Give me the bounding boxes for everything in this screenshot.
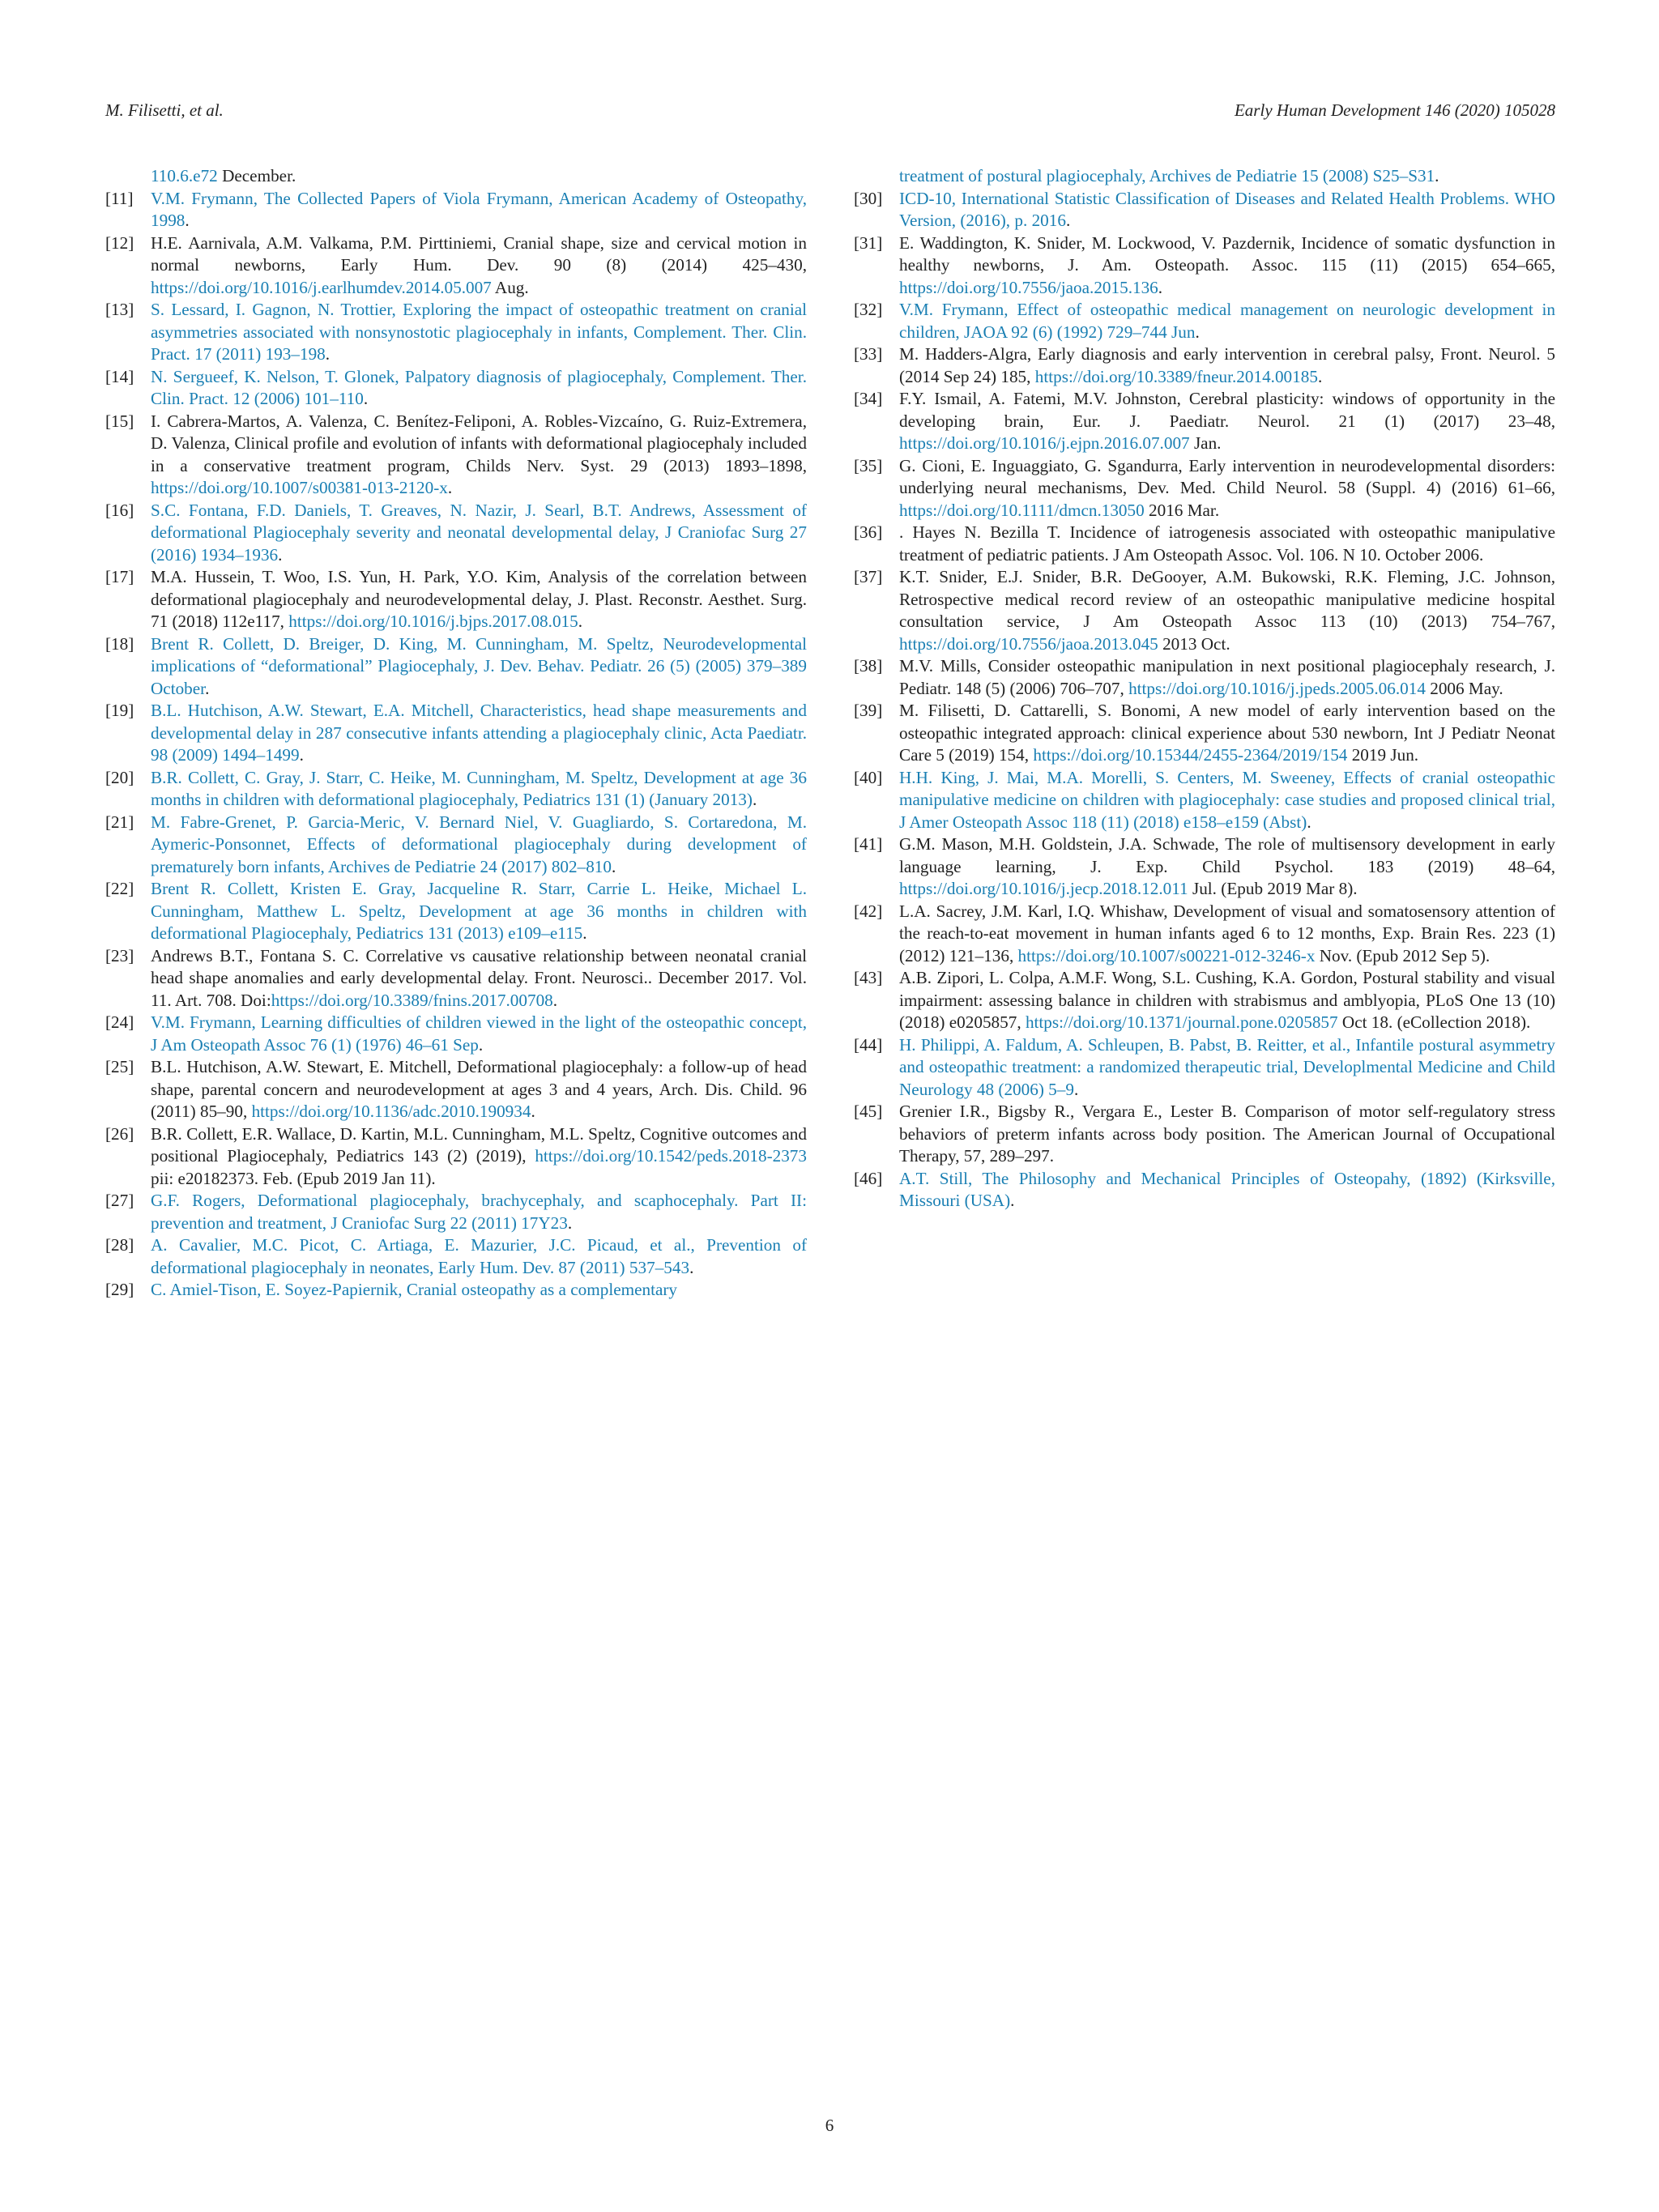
- reference-link[interactable]: https://doi.org/10.15344/2455-2364/2019/154: [1033, 745, 1348, 765]
- reference-link[interactable]: V.M. Frymann, Learning difficulties of children viewed in the light of the osteopathic concept, J Am Osteopath Assoc 76 (1) (1976) 46–61 Sep: [151, 1012, 807, 1055]
- reference-text: .: [582, 923, 587, 943]
- reference-link[interactable]: 110.6.e72: [151, 166, 218, 185]
- reference-text: .: [552, 990, 558, 1010]
- reference-number: [34]: [854, 389, 883, 408]
- reference-text: .: [185, 211, 190, 230]
- reference-item: [105, 1190, 807, 1234]
- reference-item: [854, 901, 1555, 968]
- reference-link[interactable]: https://doi.org/10.7556/jaoa.2015.136: [899, 277, 1158, 297]
- reference-number: [13]: [105, 300, 134, 319]
- reference-text: G.M. Mason, M.H. Goldstein, J.A. Schwade, The role of multisensory development in early language learning, J. Exp. Child Psychol. 183 (2019) 48–64,: [899, 834, 1555, 876]
- reference-text: .: [478, 1034, 484, 1055]
- reference-number: [22]: [105, 879, 134, 898]
- reference-text: .: [325, 344, 331, 364]
- reference-text: 2013 Oct.: [1158, 633, 1230, 654]
- reference-number: [29]: [105, 1280, 134, 1299]
- reference-text: pii: e20182373. Feb. (Epub 2019 Jan 11).: [151, 1168, 436, 1188]
- reference-item: [105, 1234, 807, 1279]
- reference-link[interactable]: https://doi.org/10.1016/j.ejpn.2016.07.007: [899, 433, 1190, 453]
- reference-number: [17]: [105, 567, 134, 586]
- reference-text: Jan.: [1189, 433, 1222, 453]
- reference-number: [16]: [105, 500, 134, 520]
- reference-number: [43]: [854, 968, 883, 987]
- reference-number: [30]: [854, 188, 883, 208]
- reference-item: [854, 232, 1555, 300]
- reference-item: [105, 767, 807, 812]
- reference-number: [23]: [105, 945, 134, 965]
- reference-link[interactable]: A.T. Still, The Philosophy and Mechanical Principles of Osteopahy, (1892) (Kirksville, Missouri (USA): [899, 1168, 1555, 1210]
- reference-item: [854, 165, 1555, 188]
- reference-number: [15]: [105, 411, 134, 431]
- reference-number: [25]: [105, 1057, 134, 1076]
- reference-text: .: [278, 544, 283, 565]
- reference-link[interactable]: Brent R. Collett, D. Breiger, D. King, M. Cunningham, M. Speltz, Neurodevelopmental implications of “deformational” Plagiocephaly, J. Dev. Behav. Pediatr. 26 (5) (2005) 379–389 October: [151, 633, 807, 698]
- reference-link[interactable]: https://doi.org/10.1371/journal.pone.0205857: [1025, 1012, 1338, 1032]
- reference-text: .: [567, 1213, 573, 1233]
- reference-text: Jul. (Epub 2019 Mar 8).: [1188, 879, 1358, 898]
- reference-item: [105, 945, 807, 1012]
- reference-number: [26]: [105, 1123, 134, 1144]
- reference-text: .: [1435, 166, 1439, 185]
- reference-link[interactable]: G.F. Rogers, Deformational plagiocephaly, brachycephaly, and scaphocephaly. Part II: prevention and treatment, J Craniofac Surg 22 (2011) 17Y23: [151, 1191, 807, 1233]
- reference-text: I. Cabrera-Martos, A. Valenza, C. Benítez-Feliponi, A. Robles-Vizcaíno, G. Ruiz-Extremera, D. Valenza, Clinical profile and evolution of infants with deformational plagiocephaly included in a conservative treatment program, Childs Nerv. Syst. 29 (2013) 1893–1898,: [151, 411, 807, 475]
- reference-number: [31]: [854, 232, 883, 253]
- reference-text: M.A. Hussein, T. Woo, I.S. Yun, H. Park, Y.O. Kim, Analysis of the correlation between deformational plagiocephaly and neurodevelopmental delay, J. Plast. Reconstr. Aesthet. Surg. 71 (2018) 112e117,: [151, 567, 807, 631]
- reference-item: [105, 633, 807, 701]
- reference-text: Andrews B.T., Fontana S. C. Correlative vs causative relationship between neonatal cranial head shape anomalies and early developmental delay. Front. Neurosci.. December 2017. Vol. 11. Art. 708. Doi:: [151, 945, 807, 1010]
- reference-link[interactable]: Brent R. Collett, Kristen E. Gray, Jacqueline R. Starr, Carrie L. Heike, Michael L. Cunningham, Matthew L. Speltz, Development at age 36 months in children with deformational Plagiocephaly, Pediatrics 131 (2013) e109–e115: [151, 879, 807, 943]
- reference-text: .: [363, 389, 369, 408]
- reference-item: [105, 366, 807, 411]
- reference-link[interactable]: N. Sergueef, K. Nelson, T. Glonek, Palpatory diagnosis of plagiocephaly, Complement. Ther. Clin. Pract. 12 (2006) 101–110: [151, 366, 807, 408]
- reference-item: [854, 566, 1555, 655]
- reference-item: [105, 188, 807, 232]
- reference-text: .: [1307, 812, 1311, 832]
- reference-text: .: [1195, 322, 1200, 342]
- reference-text: B.L. Hutchison, A.W. Stewart, E. Mitchell, Deformational plagiocephaly: a follow-up of head shape, parental concern and neurodevelopment at ages 3 and 4 years, Arch. Dis. Child. 96 (2011) 85–90,: [151, 1057, 807, 1121]
- reference-link[interactable]: https://doi.org/10.7556/jaoa.2013.045: [899, 633, 1158, 654]
- reference-text: Aug.: [491, 277, 529, 297]
- reference-text: .: [1317, 366, 1323, 386]
- reference-number: [19]: [105, 701, 134, 720]
- reference-text: M. Hadders-Algra, Early diagnosis and early intervention in cerebral palsy, Front. Neurol. 5 (2014 Sep 24) 185,: [899, 344, 1555, 386]
- reference-link[interactable]: S.C. Fontana, F.D. Daniels, T. Greaves, N. Nazir, J. Searl, B.T. Andrews, Assessment of deformational Plagiocephaly severity and neonatal developmental delay, J Craniofac Surg 27 (2016) 1934–1936: [151, 500, 807, 565]
- reference-item: [854, 343, 1555, 388]
- reference-number: [14]: [105, 366, 134, 386]
- reference-text: 2016 Mar.: [1144, 500, 1220, 520]
- references-left-column: [105, 165, 807, 1302]
- reference-item: [105, 1123, 807, 1191]
- reference-text: Nov. (Epub 2012 Sep 5).: [1315, 945, 1491, 965]
- reference-text: .: [689, 1257, 694, 1277]
- reference-item: [105, 299, 807, 366]
- reference-number: [24]: [105, 1012, 134, 1032]
- reference-text: .: [447, 478, 453, 497]
- reference-text: Oct 18. (eCollection 2018).: [1337, 1012, 1531, 1032]
- reference-text: .: [205, 678, 210, 698]
- reference-link[interactable]: https://doi.org/10.1016/j.bjps.2017.08.015: [288, 612, 578, 631]
- reference-text: .: [1158, 277, 1163, 297]
- reference-text: . Hayes N. Bezilla T. Incidence of iatrogenesis associated with osteopathic manipulative treatment of pediatric patients. J Am Osteopath Assoc. Vol. 106. N 10. October 2006.: [899, 522, 1555, 565]
- reference-number: [44]: [854, 1034, 883, 1055]
- reference-link[interactable]: ICD-10, International Statistic Classification of Diseases and Related Health Problems. WHO Version, (2016), p. 2016: [899, 188, 1555, 230]
- reference-link[interactable]: https://doi.org/10.1007/s00381-013-2120-x: [151, 478, 448, 497]
- reference-link[interactable]: https://doi.org/10.1136/adc.2010.190934: [251, 1102, 531, 1121]
- reference-text: L.A. Sacrey, J.M. Karl, I.Q. Whishaw, Development of visual and somatosensory attention of the reach-to-eat movement in human infants aged 6 to 12 months, Exp. Brain Res. 223 (1) (2012) 121–136,: [899, 901, 1555, 965]
- reference-link[interactable]: V.M. Frymann, Effect of osteopathic medical management on neurologic development in children, JAOA 92 (6) (1992) 729–744 Jun: [899, 300, 1555, 342]
- reference-item: [854, 522, 1555, 566]
- reference-text: .: [1010, 1191, 1015, 1210]
- reference-number: [39]: [854, 701, 883, 720]
- reference-text: December.: [217, 166, 296, 185]
- reference-item: [854, 655, 1555, 700]
- reference-number: [27]: [105, 1191, 134, 1210]
- reference-text: .: [299, 745, 304, 765]
- running-head-author: M. Filisetti, et al.: [105, 100, 224, 120]
- reference-number: [32]: [854, 300, 883, 319]
- reference-number: [11]: [105, 188, 134, 208]
- reference-item: [105, 1012, 807, 1056]
- reference-link[interactable]: https://doi.org/10.1007/s00221-012-3246-x: [1017, 945, 1316, 965]
- reference-link[interactable]: C. Amiel-Tison, E. Soyez-Papiernik, Cranial osteopathy as a complementary: [151, 1280, 678, 1299]
- reference-text: 2006 May.: [1425, 678, 1503, 698]
- reference-text: M. Filisetti, D. Cattarelli, S. Bonomi, A new model of early intervention based on the osteopathic integrated approach: clinical experience about 530 newborn, Int J Pediatr Neonat Care 5 (2019) 154,: [899, 701, 1555, 765]
- reference-text: K.T. Snider, E.J. Snider, B.R. DeGooyer, A.M. Bukowski, R.K. Fleming, J.C. Johnson, Retrospective medical record review of an osteopathic manipulative medicine hospital consultation service, J Am Osteopath Assoc 113 (10) (2013) 754–767,: [899, 567, 1555, 631]
- reference-link[interactable]: A. Cavalier, M.C. Picot, C. Artiaga, E. Mazurier, J.C. Picaud, et al., Prevention of deformational plagiocephaly in neonates, Early Hum. Dev. 87 (2011) 537–543: [151, 1235, 807, 1277]
- reference-item: [105, 1056, 807, 1123]
- reference-link[interactable]: https://doi.org/10.1016/j.earlhumdev.2014.05.007: [151, 277, 492, 297]
- reference-number: [28]: [105, 1235, 134, 1255]
- reference-item: [105, 700, 807, 767]
- reference-item: [854, 767, 1555, 834]
- reference-link[interactable]: https://doi.org/10.1542/peds.2018-2373: [535, 1146, 807, 1166]
- reference-item: [854, 188, 1555, 232]
- reference-text: G. Cioni, E. Inguaggiato, G. Sgandurra, Early intervention in neurodevelopmental disorders: underlying neural mechanisms, Dev. Med. Child Neurol. 58 (Suppl. 4) (2016) 61–66,: [899, 455, 1555, 497]
- running-head: [105, 100, 1555, 125]
- reference-number: [36]: [854, 522, 883, 542]
- reference-text: .: [611, 856, 616, 876]
- reference-number: [46]: [854, 1168, 883, 1188]
- reference-item: [854, 455, 1555, 522]
- reference-link[interactable]: https://doi.org/10.1111/dmcn.13050: [899, 500, 1145, 520]
- reference-link[interactable]: M. Fabre-Grenet, P. Garcia-Meric, V. Bernard Niel, V. Guagliardo, S. Cortaredona, M. Aymeric-Ponsonnet, Effects of deformational plagiocephaly during development of prematurely born infants, Archives de Pediatrie 24 (2017) 802–810: [151, 812, 807, 876]
- reference-text: .: [531, 1102, 535, 1121]
- reference-link[interactable]: https://doi.org/10.3389/fnins.2017.00708: [271, 990, 553, 1010]
- reference-link[interactable]: H. Philippi, A. Faldum, A. Schleupen, B. Pabst, B. Reitter, et al., Infantile postural asymmetry and osteopathic treatment: a randomized therapeutic trial, Developlmental Medicine and Child Neurology 48 (2006) 5–9: [899, 1034, 1555, 1099]
- reference-item: [854, 1101, 1555, 1168]
- reference-link[interactable]: V.M. Frymann, The Collected Papers of Viola Frymann, American Academy of Osteopathy, 1998: [151, 188, 807, 230]
- reference-item: [105, 878, 807, 945]
- reference-link[interactable]: H.H. King, J. Mai, M.A. Morelli, S. Centers, M. Sweeney, Effects of cranial osteopathic manipulative medicine on children with plagiocephaly: case studies and proposed clinical trial, J Amer Osteopath Assoc 118 (11) (2018) e158–e159 (Abst): [899, 767, 1555, 832]
- reference-item: [854, 833, 1555, 901]
- reference-item: [105, 500, 807, 567]
- running-head-journal: Early Human Development 146 (2020) 105028: [1234, 100, 1555, 120]
- reference-link[interactable]: https://doi.org/10.1016/j.jpeds.2005.06.014: [1128, 678, 1426, 698]
- reference-number: [45]: [854, 1102, 883, 1121]
- reference-number: [12]: [105, 232, 134, 253]
- reference-text: .: [1065, 211, 1071, 230]
- reference-text: Grenier I.R., Bigsby R., Vergara E., Lester B. Comparison of motor self-regulatory stress behaviors of preterm infants across body position. The American Journal of Occupational Therapy, 57, 289–297.: [899, 1102, 1555, 1166]
- reference-number: [20]: [105, 767, 134, 787]
- reference-number: [41]: [854, 834, 883, 854]
- reference-number: [21]: [105, 812, 134, 832]
- references-right-column: [854, 165, 1555, 1213]
- reference-number: [37]: [854, 567, 883, 586]
- reference-item: [105, 232, 807, 300]
- reference-number: [35]: [854, 455, 883, 475]
- reference-item: [105, 411, 807, 500]
- reference-item: [105, 1279, 807, 1302]
- reference-text: B.R. Collett, E.R. Wallace, D. Kartin, M.L. Cunningham, M.L. Speltz, Cognitive outcomes and positional Plagiocephaly, Pediatrics 143 (2) (2019),: [151, 1123, 807, 1166]
- reference-number: [33]: [854, 344, 883, 364]
- reference-text: 2019 Jun.: [1347, 745, 1419, 765]
- reference-link[interactable]: https://doi.org/10.1016/j.jecp.2018.12.011: [899, 879, 1188, 898]
- reference-item: [854, 299, 1555, 343]
- reference-link[interactable]: B.R. Collett, C. Gray, J. Starr, C. Heike, M. Cunningham, M. Speltz, Development at age 36 months in children with deformational plagiocephaly, Pediatrics 131 (1) (January 2013): [151, 767, 807, 809]
- reference-item: [854, 1034, 1555, 1102]
- reference-text: .: [578, 612, 583, 631]
- reference-text: H.E. Aarnivala, A.M. Valkama, P.M. Pirttiniemi, Cranial shape, size and cervical motion in normal newborns, Early Hum. Dev. 90 (8) (2014) 425–430,: [151, 232, 807, 275]
- reference-link[interactable]: https://doi.org/10.3389/fneur.2014.00185: [1034, 366, 1318, 386]
- reference-link[interactable]: treatment of postural plagiocephaly, Archives de Pediatrie 15 (2008) S25–S31: [899, 166, 1435, 185]
- reference-text: F.Y. Ismail, A. Fatemi, M.V. Johnston, Cerebral plasticity: windows of opportunity in the developing brain, Eur. J. Paediatr. Neurol. 21 (1) (2017) 23–48,: [899, 389, 1555, 431]
- reference-link[interactable]: S. Lessard, I. Gagnon, N. Trottier, Exploring the impact of osteopathic treatment on cranial asymmetries associated with nonsynostotic plagiocephaly in infants, Complement. Ther. Clin. Pract. 17 (2011) 193–198: [151, 300, 807, 364]
- reference-item: [105, 812, 807, 879]
- page-number: 6: [825, 2116, 834, 2135]
- reference-item: [105, 566, 807, 633]
- reference-item: [105, 165, 807, 188]
- reference-item: [854, 388, 1555, 455]
- reference-text: A.B. Zipori, L. Colpa, A.M.F. Wong, S.L. Cushing, K.A. Gordon, Postural stability and visual impairment: assessing balance in children with strabismus and amblyopia, PLoS One 13 (10) (2018) e0205857,: [899, 968, 1555, 1032]
- reference-item: [854, 967, 1555, 1034]
- reference-number: [38]: [854, 656, 883, 676]
- reference-link[interactable]: B.L. Hutchison, A.W. Stewart, E.A. Mitchell, Characteristics, head shape measurements and developmental delay in 287 consecutive infants attending a plagiocephaly clinic, Acta Paediatr. 98 (2009) 1494–1499: [151, 701, 807, 765]
- reference-item: [854, 1168, 1555, 1213]
- reference-text: M.V. Mills, Consider osteopathic manipulation in next positional plagiocephaly research, J. Pediatr. 148 (5) (2006) 706–707,: [899, 656, 1555, 698]
- reference-text: .: [752, 790, 757, 809]
- reference-item: [854, 700, 1555, 767]
- reference-text: E. Waddington, K. Snider, M. Lockwood, V. Pazdernik, Incidence of somatic dysfunction in healthy newborns, J. Am. Osteopath. Assoc. 115 (11) (2015) 654–665,: [899, 232, 1555, 275]
- reference-number: [18]: [105, 633, 134, 654]
- reference-number: [42]: [854, 901, 883, 921]
- reference-text: .: [1073, 1079, 1079, 1099]
- reference-number: [40]: [854, 767, 883, 787]
